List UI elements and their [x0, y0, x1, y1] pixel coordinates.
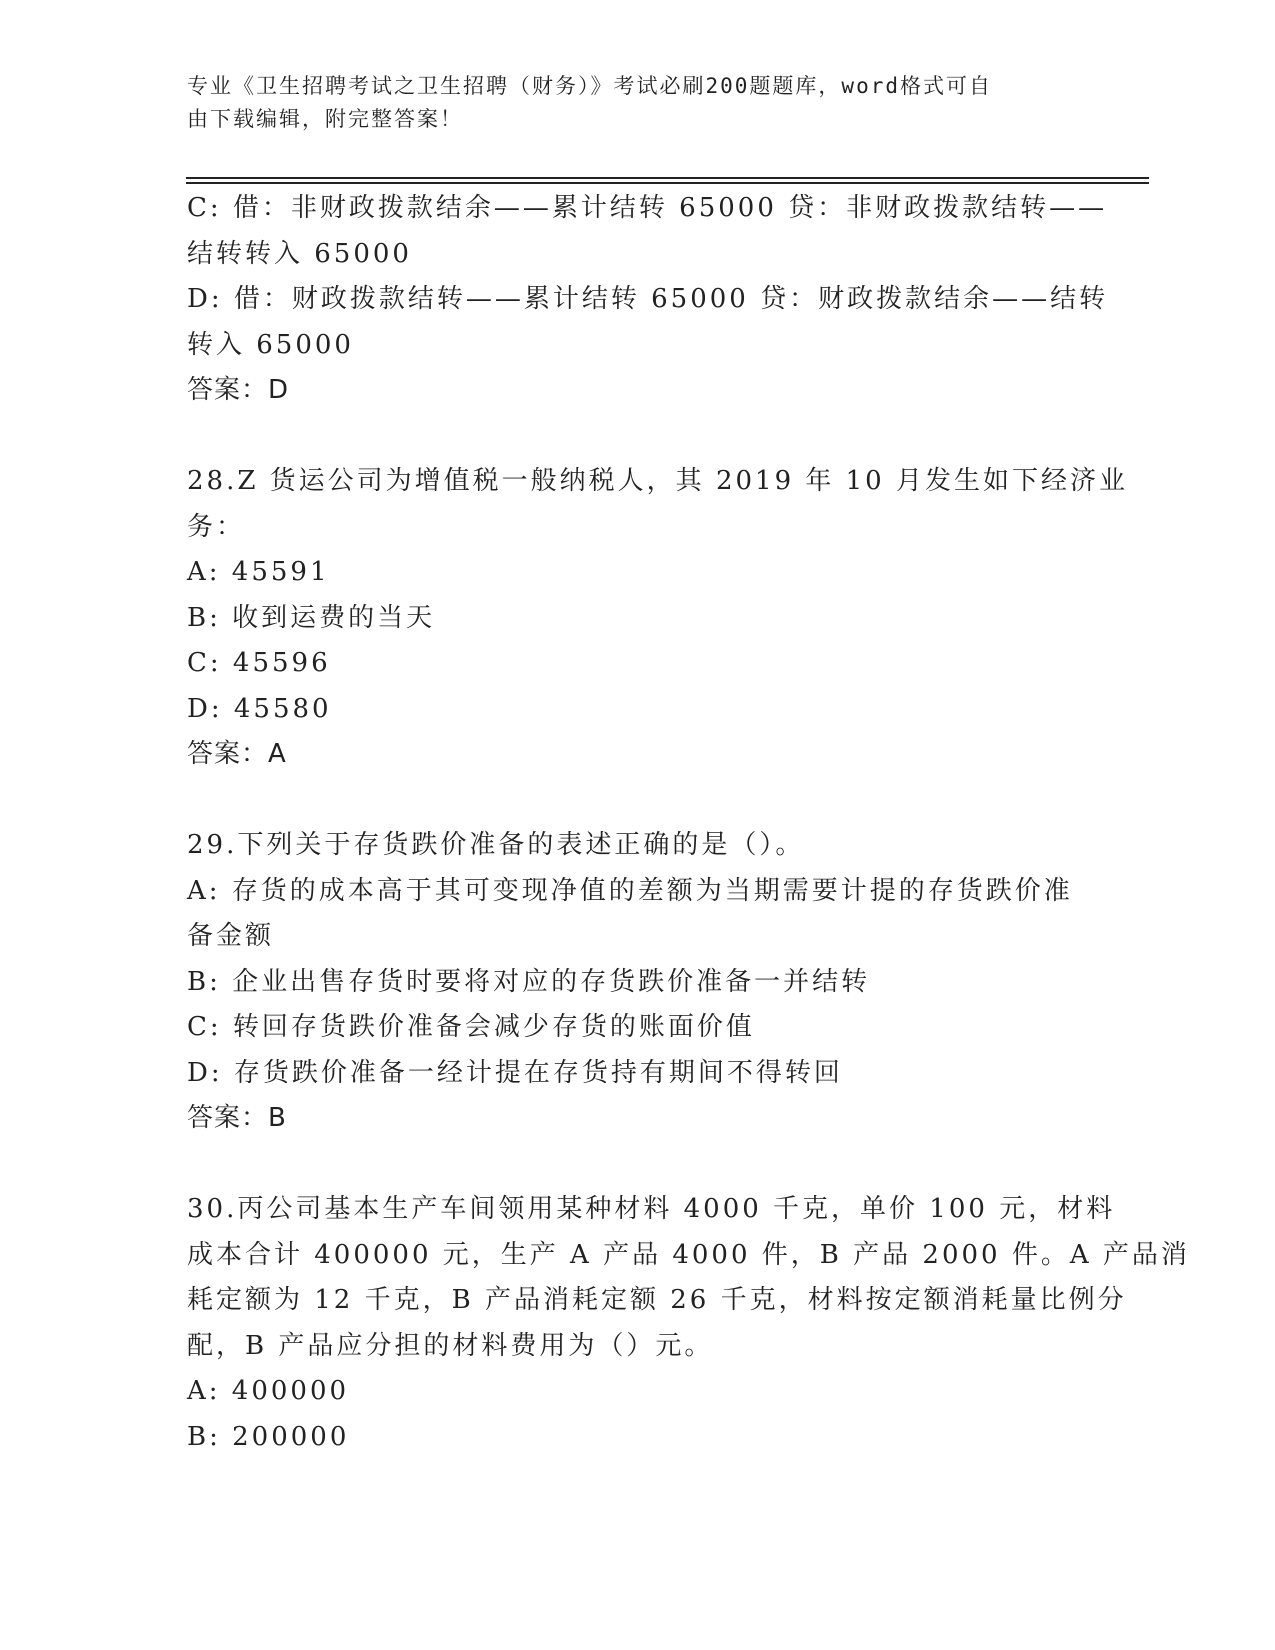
header-rule-bottom: [186, 182, 1149, 184]
option-b: B: 收到运费的当天: [187, 602, 436, 633]
option-a: A: 400000: [187, 1376, 350, 1406]
question-stem: 成本合计 400000 元，生产 A 产品 4000 件，B 产品 2000 件。A 产品消: [187, 1239, 1190, 1270]
question-stem: 耗定额为 12 千克，B 产品消耗定额 26 千克，材料按定额消耗量比例分: [187, 1285, 1127, 1315]
option-a: A: 存货的成本高于其可变现净值的差额为当期需要计提的存货跌价准: [187, 875, 1073, 906]
option-b: B: 200000: [187, 1421, 350, 1452]
answer-line: 答案：B: [187, 1103, 287, 1133]
question-line: D: 借：财政拨款结转——累计结转 65000 贷：财政拨款结余——结转: [187, 284, 1109, 314]
question-stem: 30.丙公司基本生产车间领用某种材料 4000 千克，单价 100 元，材料: [187, 1194, 1116, 1224]
question-content: [187, 186, 1190, 1460]
question-stem: 29.下列关于存货跌价准备的表述正确的是（）。: [187, 830, 805, 860]
option-c: C: 45596: [187, 648, 331, 678]
header-line-2: 由下载编辑，附完整答案！: [187, 107, 463, 131]
option-a-cont: 备金额: [187, 921, 275, 951]
option-a: A: 45591: [187, 557, 330, 587]
answer-line: 答案：A: [187, 739, 287, 769]
question-stem: 配，B 产品应分担的材料费用为（）元。: [187, 1330, 714, 1361]
question-line: C: 借：非财政拨款结余——累计结转 65000 贷：非财政拨款结转——: [187, 193, 1108, 223]
question-block-28: [187, 459, 1128, 778]
option-c: C: 转回存货跌价准备会减少存货的账面价值: [187, 1012, 755, 1042]
question-line: 转入 65000: [187, 329, 354, 360]
question-block-27: [187, 186, 1109, 414]
question-block-29: [187, 823, 1087, 1142]
question-stem: 28.Z 货运公司为增值税一般纳税人，其 2019 年 10 月发生如下经济业: [187, 466, 1128, 496]
option-d: D: 45580: [187, 693, 332, 724]
question-stem: 务：: [187, 511, 246, 542]
option-d: D: 存货跌价准备一经计提在存货持有期间不得转回: [187, 1057, 843, 1088]
question-block-30: [187, 1187, 1190, 1460]
answer-line: 答案：D: [187, 375, 290, 405]
header-rule-top: [186, 177, 1149, 179]
header-line-1: 专业《卫生招聘考试之卫生招聘（财务）》考试必刷200题题库，word格式可自: [187, 74, 992, 98]
option-b: B: 企业出售存货时要将对应的存货跌价准备一并结转: [187, 966, 871, 997]
page-header: [187, 70, 1067, 136]
question-line: 结转转入 65000: [187, 238, 412, 269]
